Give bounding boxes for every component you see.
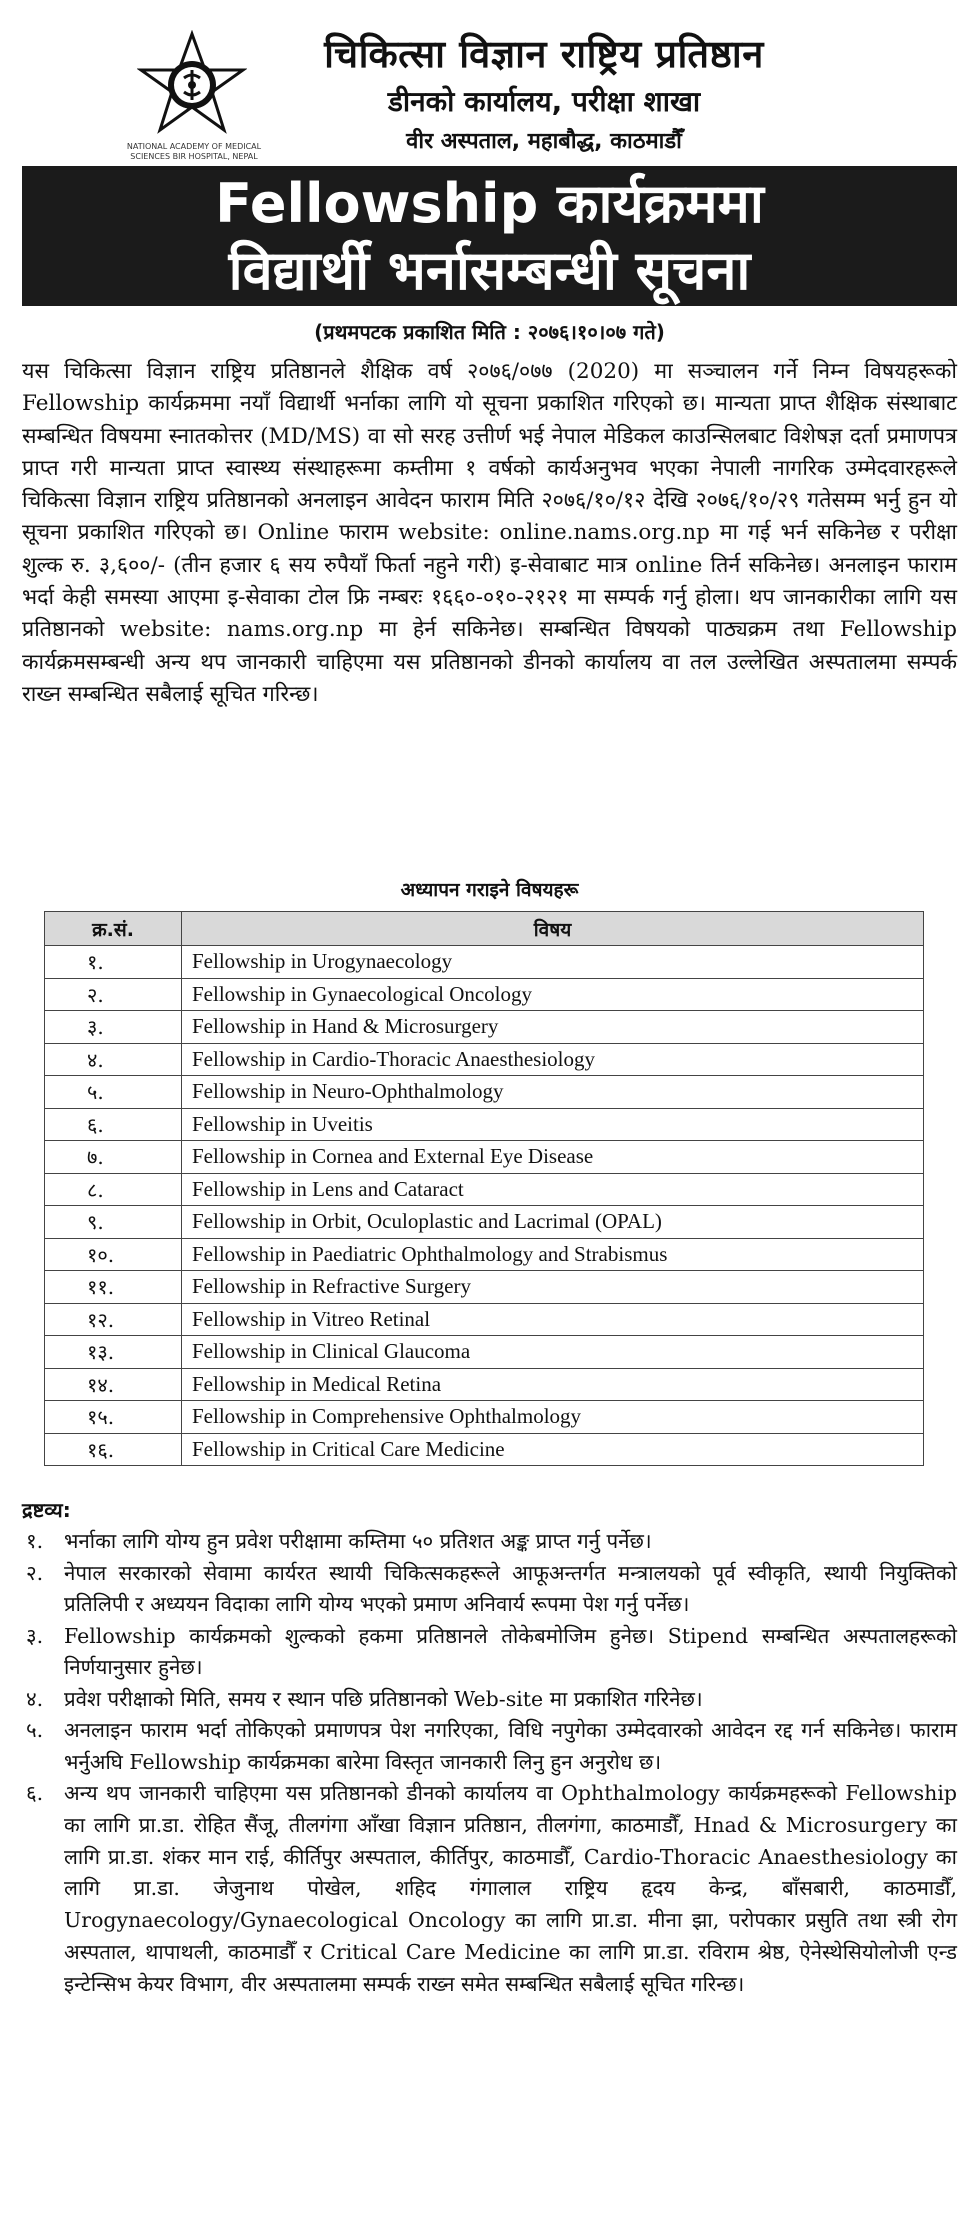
table-row xyxy=(45,1108,924,1141)
row-subject: Fellowship in Orbit, Oculoplastic and Lacrimal (OPAL) xyxy=(182,1206,924,1239)
column-header-sn: क्र.सं. xyxy=(45,912,182,946)
row-sn: १३. xyxy=(45,1336,182,1369)
row-sn: १०. xyxy=(45,1238,182,1271)
table-row xyxy=(45,1336,924,1369)
row-subject: Fellowship in Neuro-Ophthalmology xyxy=(182,1076,924,1109)
table-row xyxy=(45,1271,924,1304)
row-sn: ५. xyxy=(45,1076,182,1109)
list-item xyxy=(22,1684,957,1716)
subjects-table xyxy=(44,911,924,1466)
list-item xyxy=(22,1558,957,1621)
row-subject: Fellowship in Comprehensive Ophthalmology xyxy=(182,1401,924,1434)
note-text: Fellowship कार्यक्रमको शुल्कको हकमा प्रतिष्ठानले तोकेबमोजिम हुनेछ। Stipend सम्बन्धित अस्पतालहरूको निर्णयानुसार हुनेछ। xyxy=(64,1623,957,1679)
list-item xyxy=(22,1526,957,1558)
row-subject: Fellowship in Vitreo Retinal xyxy=(182,1303,924,1336)
row-subject: Fellowship in Cardio-Thoracic Anaesthesiology xyxy=(182,1043,924,1076)
row-subject: Fellowship in Critical Care Medicine xyxy=(182,1433,924,1466)
intro-paragraph: यस चिकित्सा विज्ञान राष्ट्रिय प्रतिष्ठानले शैक्षिक वर्ष २०७६/०७७ (2020) मा सञ्चालन गर्ने निम्न विषयहरूको Fellowship कार्यक्रममा नयाँ विद्यार्थी भर्नाका लागि यो सूचना प्रकाशित गरिएको छ। मान्यता प्राप्त शैक्षिक संस्थाबाट सम्बन्धित विषयमा स्नातकोत्तर (MD/MS) वा सो सरह उत्तीर्ण भई नेपाल मेडिकल काउन्सिलबाट विशेषज्ञ दर्ता प्रमाणपत्र प्राप्त गरी मान्यता प्राप्त स्वास्थ्य संस्थाहरूमा कम्तीमा १ वर्षको कार्यअनुभव भएका नेपाली नागरिक उम्मेदवारहरूले चिकित्सा विज्ञान राष्ट्रिय प्रतिष्ठानको अनलाइन आवेदन फाराम मिति २०७६/१०/१२ देखि २०७६/१०/२९ गतेसम्म भर्नु हुन यो सूचना प्रकाशित गरिएको छ। Online फाराम website: online.nams.org.np मा गई भर्न सकिनेछ र परीक्षा शुल्क रु. ३,६००/- (तीन हजार ६ सय रुपैयाँ फिर्ता नहुने गरी) इ-सेवाबाट मात्र online तिर्न सकिनेछ। अनलाइन फाराम भर्दा केही समस्या आएमा इ-सेवाका टोल फ्रि नम्बरः १६६०-०१०-२१२१ मा सम्पर्क गर्नु होला। थप जानकारीका लागि यस प्रतिष्ठानको website: nams.org.np मा हेर्न सकिनेछ। सम्बन्धित विषयको पाठ्यक्रम तथा Fellowship कार्यक्रमसम्बन्धी अन्य थप जानकारी चाहिएमा यस प्रतिष्ठानको डीनको कार्यालय वा तल उल्लेखित अस्पतालमा सम्पर्क राख्न सम्बन्धित सबैलाई सूचित गरिन्छ। xyxy=(22,359,957,707)
note-number: ४. xyxy=(26,1686,44,1711)
organization-block xyxy=(284,28,804,160)
row-sn: ३. xyxy=(45,1011,182,1044)
table-row xyxy=(45,1076,924,1109)
nams-logo-icon xyxy=(137,30,247,140)
table-row xyxy=(45,1433,924,1466)
note-text: प्रवेश परीक्षाको मिति, समय र स्थान पछि प्रतिष्ठानको Web-site मा प्रकाशित गरिनेछ। xyxy=(64,1686,703,1711)
notes-heading: द्रष्टव्य: xyxy=(22,1498,71,1522)
row-sn: ४. xyxy=(45,1043,182,1076)
row-sn: २. xyxy=(45,978,182,1011)
row-sn: ७. xyxy=(45,1141,182,1174)
list-item xyxy=(22,1778,957,2001)
row-subject: Fellowship in Urogynaecology xyxy=(182,946,924,979)
row-subject: Fellowship in Uveitis xyxy=(182,1108,924,1141)
row-subject: Fellowship in Cornea and External Eye Disease xyxy=(182,1141,924,1174)
row-sn: ८. xyxy=(45,1173,182,1206)
table-row xyxy=(45,1401,924,1434)
note-number: १. xyxy=(26,1529,44,1553)
table-row xyxy=(45,1303,924,1336)
row-subject: Fellowship in Lens and Cataract xyxy=(182,1173,924,1206)
table-row xyxy=(45,1368,924,1401)
row-sn: ६. xyxy=(45,1108,182,1141)
table-row xyxy=(45,1141,924,1174)
note-text: अनलाइन फाराम भर्दा तोकिएको प्रमाणपत्र पेश नगरिएका, विधि नपुगेका उम्मेदवारको आवेदन रद्द गर्न सकिनेछ। फाराम भर्नुअघि Fellowship कार्यक्रमका बारेमा विस्तृत जानकारी लिनु हुन अनुरोध छ। xyxy=(64,1718,957,1774)
note-text: अन्य थप जानकारी चाहिएमा यस प्रतिष्ठानको डीनको कार्यालय वा Ophthalmology कार्यक्रमहरूको Fellowship का लागि प्रा.डा. रोहित सैंजू, तीलगंगा आँखा विज्ञान प्रतिष्ठान, तीलगंगा, काठमाडौँ, Hnad & Microsurgery का लागि प्रा.डा. शंकर मान राई, कीर्तिपुर अस्पताल, कीर्तिपुर, काठमाडौँ, Cardio-Thoracic Anaesthesiology का लागि प्रा.डा. जेजुनाथ पोखेल, शहिद गंगालाल राष्ट्रिय हृदय केन्द्र, बाँसबारी, काठमाडौँ, Urogynaecology/Gynaecological Oncology का लागि प्रा.डा. मीना झा, परोपकार प्रसुति तथा स्त्री रोग अस्पताल, थापाथली, काठमाडौँ र Critical Care Medicine का लागि प्रा.डा. रविराम श्रेष्ठ, ऐनेस्थेसियोलोजी एन्ड इन्टेन्सिभ केयर विभाग, वीर अस्पतालमा सम्पर्क राख्न समेत सम्बन्धित सबैलाई सूचित गरिन्छ। xyxy=(64,1781,957,1996)
row-sn: १४. xyxy=(45,1368,182,1401)
title-banner xyxy=(22,166,957,306)
header xyxy=(22,18,957,344)
note-text: भर्नाका लागि योग्य हुन प्रवेश परीक्षामा कम्तिमा ५० प्रतिशत अङ्क प्राप्त गर्नु पर्नेछ। xyxy=(64,1529,652,1553)
row-sn: १६. xyxy=(45,1433,182,1466)
org-name: चिकित्सा विज्ञान राष्ट्रिय प्रतिष्ठान xyxy=(324,32,764,76)
banner-line-1: Fellowship कार्यक्रममा xyxy=(215,172,764,235)
row-subject: Fellowship in Clinical Glaucoma xyxy=(182,1336,924,1369)
notes-list xyxy=(22,1526,957,2001)
table-row xyxy=(45,1238,924,1271)
office-address: वीर अस्पताल, महाबौद्ध, काठमाडौँ xyxy=(406,129,682,154)
publication-date: (प्रथमपटक प्रकाशित मिति : २०७६।१०।०७ गते) xyxy=(314,320,665,344)
note-number: ६. xyxy=(26,1781,44,1805)
table-row xyxy=(45,1043,924,1076)
table-row xyxy=(45,1173,924,1206)
office-name: डीनको कार्यालय, परीक्षा शाखा xyxy=(387,85,701,118)
row-sn: ९. xyxy=(45,1206,182,1239)
table-row xyxy=(45,1011,924,1044)
table-row xyxy=(45,978,924,1011)
column-header-subject: विषय xyxy=(182,912,924,946)
table-row xyxy=(45,1206,924,1239)
row-subject: Fellowship in Hand & Microsurgery xyxy=(182,1011,924,1044)
row-subject: Fellowship in Medical Retina xyxy=(182,1368,924,1401)
row-sn: १५. xyxy=(45,1401,182,1434)
banner-line-2: विद्यार्थी भर्नासम्बन्धी सूचना xyxy=(228,239,751,302)
logo-caption: NATIONAL ACADEMY OF MEDICAL SCIENCES BIR HOSPITAL, NEPAL xyxy=(126,142,262,161)
row-sn: ११. xyxy=(45,1271,182,1304)
note-number: २. xyxy=(26,1560,44,1585)
row-subject: Fellowship in Paediatric Ophthalmology and Strabismus xyxy=(182,1238,924,1271)
subjects-heading: अध्यापन गराइने विषयहरू xyxy=(400,879,579,901)
table-header-row xyxy=(45,912,924,946)
row-sn: १. xyxy=(45,946,182,979)
list-item xyxy=(22,1715,957,1778)
note-number: ५. xyxy=(26,1718,44,1742)
row-subject: Fellowship in Refractive Surgery xyxy=(182,1271,924,1304)
table-row xyxy=(45,946,924,979)
note-text: नेपाल सरकारको सेवामा कार्यरत स्थायी चिकित्सकहरूले आफूअन्तर्गत मन्त्रालयको पूर्व स्वीकृति, स्थायी नियुक्तिको प्रतिलिपी र अध्ययन विदाका लागि योग्य भएको प्रमाण अनिवार्य रूपमा पेश गर्नु पर्नेछ। xyxy=(64,1560,957,1616)
row-sn: १२. xyxy=(45,1303,182,1336)
notice-page xyxy=(22,18,957,1996)
row-subject: Fellowship in Gynaecological Oncology xyxy=(182,978,924,1011)
list-item xyxy=(22,1621,957,1684)
note-number: ३. xyxy=(26,1623,44,1648)
